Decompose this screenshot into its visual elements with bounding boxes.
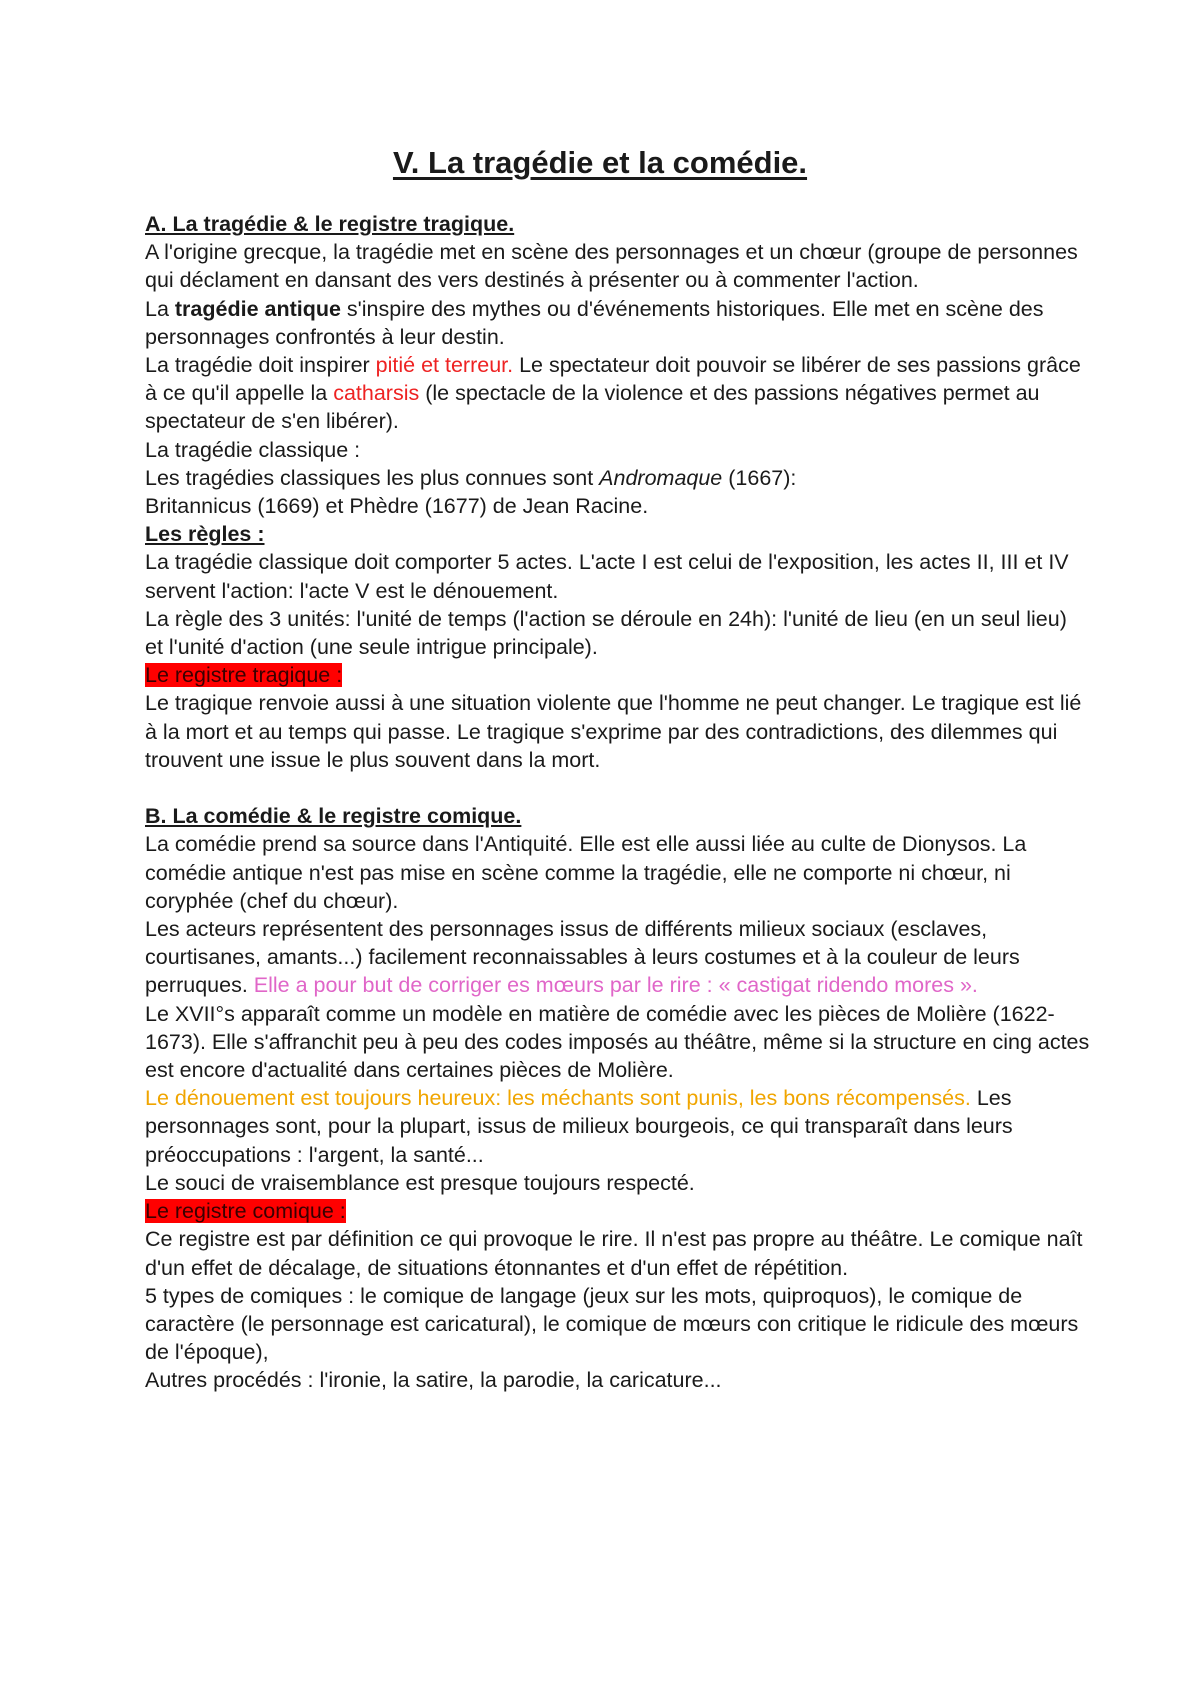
- section-spacer: [145, 774, 1090, 802]
- section-a-paragraph-1: A l'origine grecque, la tragédie met en scène des personnages et un chœur (groupe de personnes qui déclament en dansant des vers destinés à présenter ou à commenter l'action.: [145, 240, 1078, 293]
- section-a-paragraph-9: Le tragique renvoie aussi à une situation violente que l'homme ne peut changer. Le tragique est lié à la mort et au temps qui passe. Le tragique s'exprime par des contradictions, des dilemmes qui trouvent une issue le plus souvent dans la mort.: [145, 691, 1082, 772]
- bold-term: tragédie antique: [174, 296, 341, 321]
- italic-title: Andromaque: [599, 465, 723, 490]
- section-b-paragraph-5: Le souci de vraisemblance est presque toujours respecté.: [145, 1170, 695, 1195]
- text-run: Les personnages sont, pour la plupart, issus de milieux bourgeois, ce qui transparaît dans leurs préoccupations : l'argent, la santé...: [145, 1086, 1013, 1167]
- section-a-paragraph-4: La tragédie classique :: [145, 437, 361, 462]
- tragic-register-label: [145, 661, 1090, 689]
- section-b-paragraph-6: Ce registre est par définition ce qui provoque le rire. Il n'est pas propre au théâtre. Le comique naît d'un effet de décalage, de situations étonnantes et d'un effet de répétition.: [145, 1227, 1083, 1280]
- section-a-paragraph-2: [145, 295, 1090, 351]
- text-run: (1667):: [722, 465, 797, 490]
- section-b-paragraph-7: 5 types de comiques : le comique de langage (jeux sur les mots, quiproquos), le comique de caractère (le personnage est caricatural), le comique de mœurs con critique le ridicule des mœurs de l'époque),: [145, 1283, 1079, 1365]
- red-highlight-text: catharsis: [333, 381, 420, 406]
- section-a-paragraph-3: [145, 351, 1090, 436]
- section-b-paragraph-2: [145, 915, 1090, 1000]
- document-body: [145, 210, 1090, 1395]
- section-b-paragraph-8: Autres procédés : l'ironie, la satire, la parodie, la caricature...: [145, 1368, 722, 1393]
- document-title: V. La tragédie et la comédie.: [392, 145, 808, 180]
- text-run: La: [145, 296, 175, 321]
- text-run: Les tragédies classiques les plus connues sont: [145, 465, 600, 490]
- section-b-heading: B. La comédie & le registre comique.: [145, 804, 522, 829]
- pink-highlight-text: Elle a pour but de corriger es mœurs par le rire : « castigat ridendo mores ».: [253, 973, 978, 998]
- text-run: La tragédie doit inspirer: [145, 353, 376, 378]
- section-a-paragraph-7: La tragédie classique doit comporter 5 actes. L'acte I est celui de l'exposition, les actes II, III et IV servent l'action: l'acte V est le dénouement.: [145, 550, 1069, 603]
- section-a-paragraph-8: La règle des 3 unités: l'unité de temps (l'action se déroule en 24h): l'unité de lieu (en un seul lieu) et l'unité d'action (une seule intrigue principale).: [145, 606, 1067, 660]
- highlighted-label: Le registre tragique :: [145, 663, 343, 688]
- comic-register-label: [145, 1197, 1090, 1225]
- text-run: Les acteurs représentent des personnages issus de différents milieux sociaux (esclaves, courtisanes, amants...) facilement reconnaissables à leurs costumes et à la couleur de leurs perruques.: [145, 917, 1020, 998]
- section-b-paragraph-1: La comédie prend sa source dans l'Antiquité. Elle est elle aussi liée au culte de Dionysos. La comédie antique n'est pas mise en scène comme la tragédie, elle ne comporte ni chœur, ni coryphée (chef du chœur).: [145, 832, 1027, 913]
- section-b-paragraph-3: Le XVII°s apparaît comme un modèle en matière de comédie avec les pièces de Molière (1622-1673). Elle s'affranchit peu à peu des codes imposés au théâtre, même si la structure en cing actes est encore d'actualité dans certaines pièces de Molière.: [145, 1001, 1090, 1083]
- text-run: (le spectacle de la violence et des passions négatives permet au spectateur de s'en libérer).: [145, 381, 1040, 434]
- section-a-heading: A. La tragédie & le registre tragique.: [145, 212, 515, 236]
- section-b-paragraph-4: [145, 1084, 1090, 1169]
- section-a-paragraph-6: Britannicus (1669) et Phèdre (1677) de Jean Racine.: [145, 494, 649, 519]
- highlighted-label: Le registre comique :: [145, 1199, 346, 1224]
- text-run: s'inspire des mythes ou d'événements historiques. Elle met en scène des personnages confrontés à leur destin.: [145, 296, 1044, 349]
- text-run: Le spectateur doit pouvoir se libérer de ses passions grâce à ce qu'il appelle la: [145, 353, 1081, 406]
- orange-highlight-text: Le dénouement est toujours heureux: les méchants sont punis, les bons récompensés.: [145, 1086, 971, 1111]
- section-a-paragraph-5: [145, 464, 1090, 492]
- red-highlight-text: pitié et terreur.: [375, 353, 514, 378]
- rules-heading: Les règles :: [145, 522, 265, 547]
